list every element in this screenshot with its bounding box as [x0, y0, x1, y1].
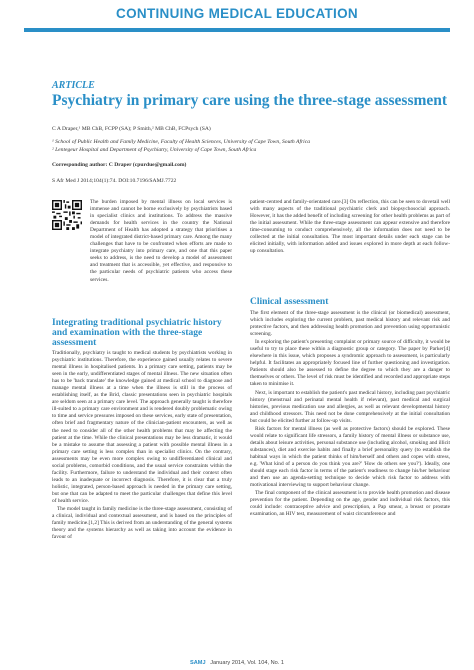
paragraph-first-element: The first element of the three-stage assessment is the clinical (or biomedical) assessment, which includes exploring the current problem, past medical history and relevant risk and protective factors, and then addressing health promotion and prevention using opportunistic screening. — [250, 310, 450, 338]
page-footer — [0, 660, 474, 666]
footer-issue: January 2014, Vol. 104, No. 1 — [210, 660, 284, 666]
corresponding-author — [52, 162, 452, 169]
affiliation-2-text: ² Lentegeur Hospital and Department of Psychiatry, University of Cape Town, South Africa — [52, 147, 257, 153]
affiliation-2 — [52, 147, 452, 154]
paragraph-final-component: The final component of the clinical assessment is to provide health promotion and disease prevention for the patient. Depending on the age, gender and individual risk factors, this could include: contraceptive advice and prescription, a Pap smear, a breast or prostate examination, an HIV test, measurement of waist circumference and — [250, 490, 450, 518]
affiliation-1 — [52, 139, 452, 146]
paragraph-traditionally: Traditionally, psychiatry is taught to medical students by psychiatrists working in psychiatric institutions. Therefore, the experience gained usually relates to severe mental illness in hospitalised patients. In a primary care setting, patients may be seen in the early, undifferentiated stages of mental illness. The new situation often has to be 'back translate' the knowledge gained at medical school to diagnose and manage mental illness at a time when the illness is still in the process of establishing itself, as the Brid, classic presentations seen in psychiatric hospitals are seldom seen at a primary care level. The approach generally taught is therefore ill-suited to a primary care environment and is rendered doubly problematic owing to time and service pressures imposed on these services, early state of presentation, often brief and fragmentary nature of the clinician-patient encounters, as well as the need to consider all of the other health problems that may be affecting the patient at the time. While the clinical presentations may be less dramatic, it would be a mistake to assume that assessing a patient with possible mental illness in a primary care setting is less complex than in specialist clinics. On the contrary, assessments may be even more complex owing to undifferentiated clinical and social problems, comorbid conditions, and the usual service constraints within the facility. Furthermore, failure to understand the individual and their context often leads to an inadequate or incorrect diagnosis. Therefore, it is clear that a truly holistic, integrated, person-based approach is needed in the primary care setting, but one that can be adapted to meet the particular challenges that define this level of health service. — [52, 350, 232, 504]
corresponding-text: Corresponding author: C Draper (cpurdue@gmail.com) — [52, 162, 187, 168]
journal-banner — [0, 0, 474, 36]
section-title: CONTINUING MEDICAL EDUCATION — [116, 6, 358, 21]
paragraph-next: Next, is important to establish the patient's past medical history, including past psychiatric history (menstrual and perinatal mental health if relevant), past medical and surgical histories, previous medication use and allergies, as well as relevant developmental history and childhood stressors. This need not be done comprehensively at the initial consultation but could be elicited further at follow-up visits. — [250, 389, 450, 424]
paragraph-model: The model taught in family medicine is the three-stage assessment, consisting of a clinical, individual and contextual assessment, and is based on the principles of family medicine.[1,2] This is derived from an understanding of the general systems theory and the systems hierarchy as well as taking into account the evidence in favour of — [52, 506, 232, 541]
paragraph-exploring: In exploring the patient's presenting complaint or primary source of difficulty, it would be useful to try to place these within a diagnostic group or category. The paper by Parker[4] elsewhere in this issue, which proposes a syndromic approach to assessment, is particularly helpful. It facilitates an appropriately focused line of further questioning and investigation. Patients should also be assessed to define the degree to which they are a danger to themselves or others. The level of risk must be identified and recorded and appropriate steps taken to minimise it. — [250, 339, 450, 388]
paragraph-risk-factors: Risk factors for mental illness (as well as protective factors) should be explored. These would relate to significant life stressors, a family history of mental illness or substance use, details about leisure activities, personal substance use (including alcohol, smoking and illicit substances), diet and exercise habits and finally a brief personality query (to establish the habitual ways in which the patient thinks of him/herself and others and copes with stress, e.g. 'What kind of a person do you think you are?' 'How do others see you?'). Ideally, one should stage each risk factor in terms of the patient's readiness to change his/her behaviour and then use an agenda-setting technique to decide which risk factor to address with motivational interviewing to support behaviour change. — [250, 425, 450, 489]
banner-rule — [24, 28, 450, 32]
qr-code-icon[interactable] — [52, 200, 82, 230]
article-type-label: ARTICLE — [52, 80, 95, 91]
paragraph-patient-centred: patient-centred and family-orientated care.[3] On reflection, this can be seen to dovetail well with many aspects of the traditional psychiatric clerk and biopsychosocial approach. However, it has the added benefit of including screening for other health problems as part of the initial assessment. While the three-stage assessment can appear extensive and therefore time-consuming to conduct comprehensively, all the information does not need to be collected at the initial consultation. The most important details under each stage can be elicited initially, with information added and issues explored in more depth at each follow-up consultation. — [250, 199, 450, 255]
footer-journal: SAMJ — [190, 660, 206, 666]
right-column-top — [250, 199, 450, 256]
affiliation-1-text: ¹ School of Public Health and Family Medicine, Faculty of Health Sciences, University of Cape Town, South Africa — [52, 139, 311, 145]
section-heading-integrating: Integrating traditional psychiatric history and examination with the three-stage assessment — [52, 318, 222, 348]
section-heading-clinical: Clinical assessment — [250, 297, 329, 307]
intro-paragraph: The burden imposed by mental illness on local services is immense and cannot be borne exclusively by psychiatrists based in specialist clinics and institutions. To address the massive demands for health services in the country the National Department of Health has adopted a strategy that prioritises a model of integrated district-based primary care. Among the many challenges that have to be confronted when efforts are made to integrate psychiatry into primary care, and one that this paper seeks to address, is the need to develop a model of assessment and treatment that is accessible, yet effective, and responsive to the particular needs of psychiatric patients who access these services. — [90, 199, 232, 283]
author-line: C A Draper,¹ MB ChB, FCPP (SA); P Smith,² MB ChB, FCPsych (SA) — [52, 126, 211, 132]
left-column-body — [52, 350, 232, 542]
right-column-body — [250, 310, 450, 519]
article-title: Psychiatry in primary care using the three-stage assessment — [52, 92, 448, 109]
citation: S Afr Med J 2014;104(1):74. DOI:10.7196/SAMJ.7722 — [52, 178, 177, 184]
intro-paragraph-wrap — [90, 199, 232, 285]
